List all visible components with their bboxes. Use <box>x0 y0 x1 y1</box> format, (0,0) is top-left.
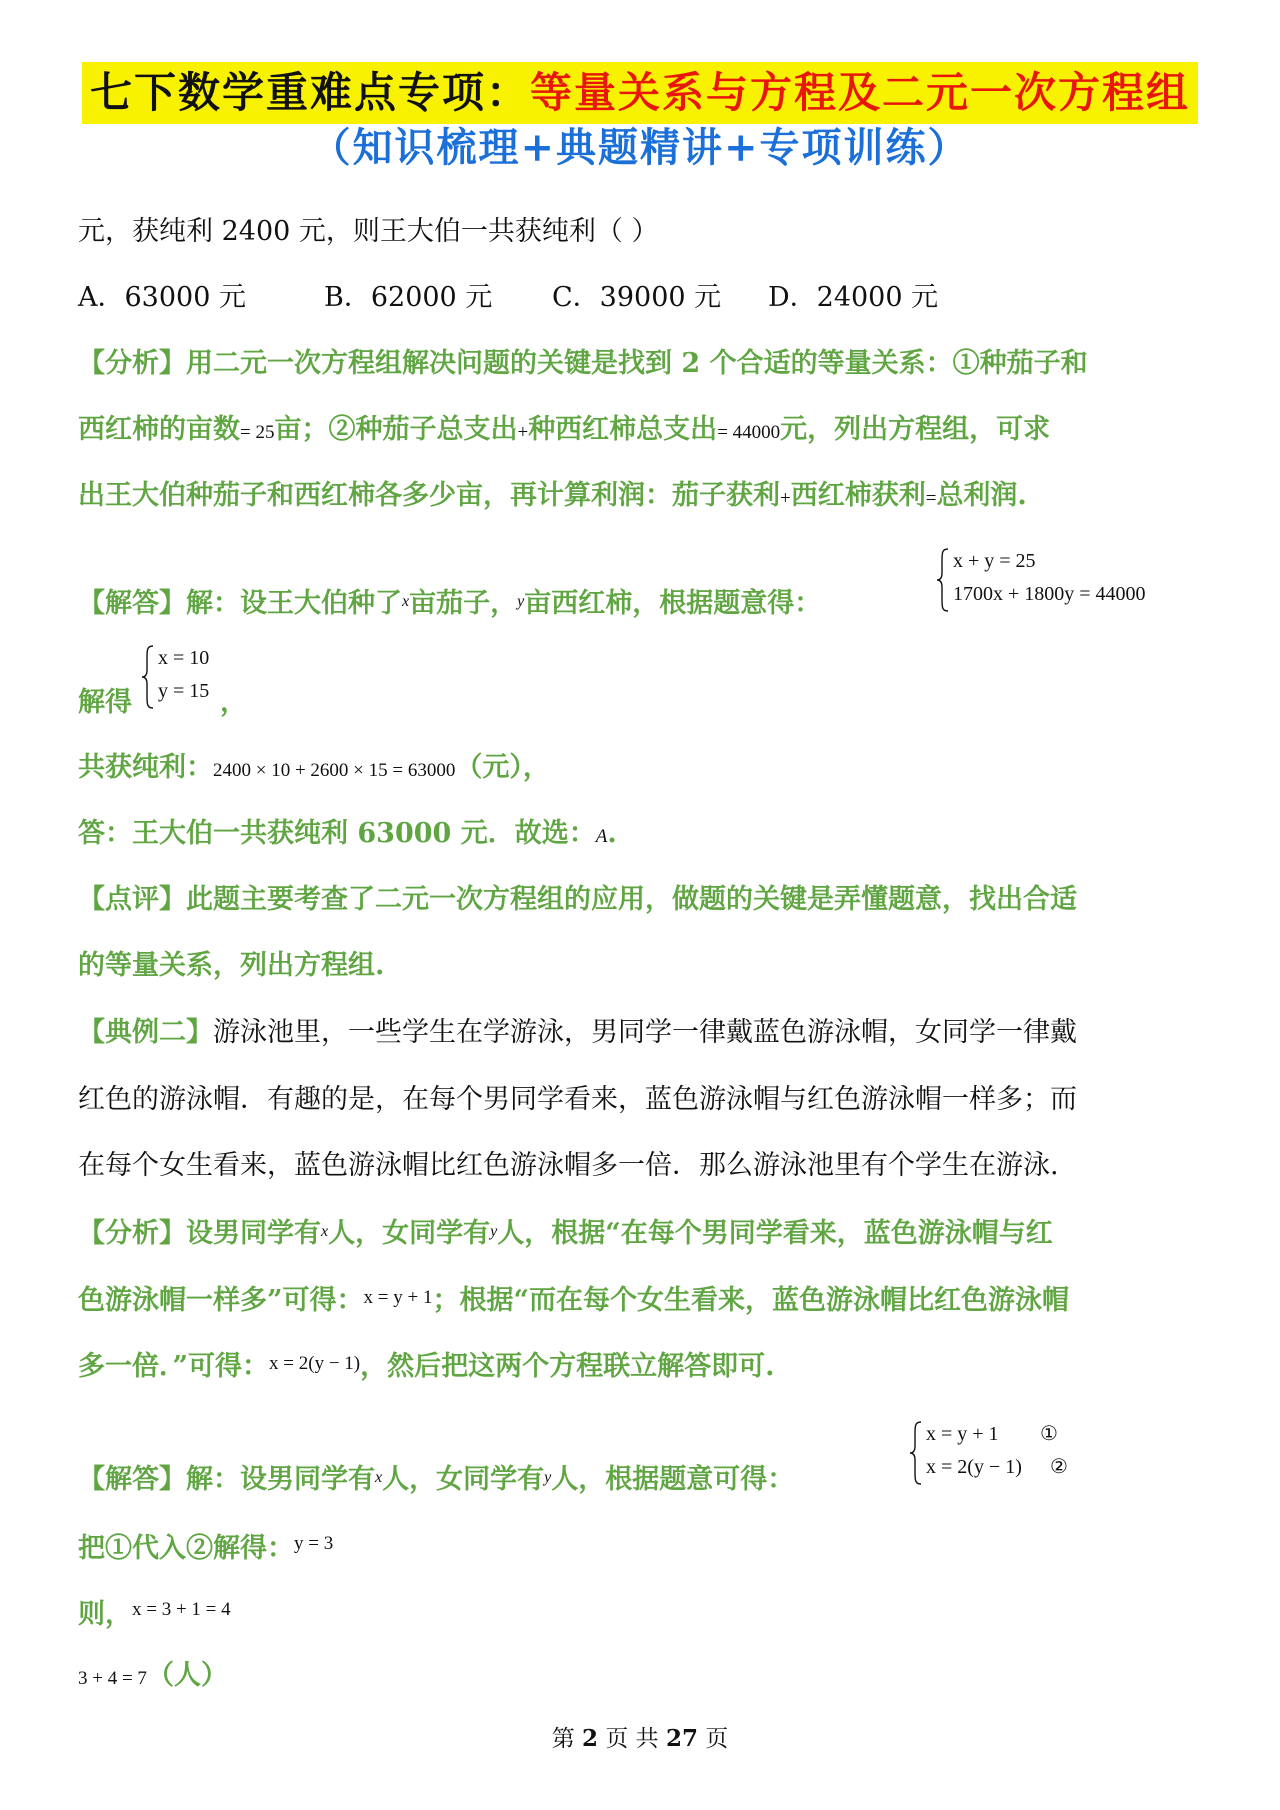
footer-text: 页 共 <box>605 1726 659 1752</box>
math-expression: + <box>517 422 529 443</box>
analysis-text: 色游泳帽一样多”可得： <box>78 1285 364 1316</box>
math-expression: = 25 <box>240 422 275 443</box>
variable-y: y <box>544 1469 552 1486</box>
total-pages: 27 <box>665 1725 698 1752</box>
analysis-tag: 【分析】 <box>78 348 186 379</box>
option-b: B．62000 元 <box>324 282 493 313</box>
analysis-text: 设男同学有 <box>186 1218 321 1249</box>
solution-y: y = 15 <box>158 680 210 702</box>
unit-text: （人） <box>146 1660 228 1691</box>
variable-y: y <box>490 1223 498 1240</box>
footer-text: 第 <box>551 1726 575 1752</box>
footer-text: 页 <box>705 1726 729 1752</box>
analysis-text: 总利润. <box>936 480 1027 511</box>
comment-1-line-2: 的等量关系，列出方程组. <box>78 950 385 981</box>
solution-text: 亩茄子， <box>409 588 518 619</box>
variable-x: x <box>375 1469 383 1486</box>
analysis-text: ；根据“而在每个女生看来，蓝色游泳帽比红色游泳帽 <box>432 1285 1069 1316</box>
equation-line-2: 1700x + 1800y = 44000 <box>953 583 1146 605</box>
profit-label: 共获纯利： <box>78 752 213 783</box>
math-expression: = 44000 <box>717 422 781 443</box>
profit-line <box>78 748 1208 791</box>
header <box>0 62 1280 124</box>
variable-y: y <box>517 593 525 610</box>
solution-tag: 【解答】 <box>78 1464 186 1495</box>
solve-label: 解得 <box>78 687 132 718</box>
analysis-text: 出王大伯种茄子和西红柿各多少亩，再计算利润：茄子获利 <box>78 480 780 511</box>
page-footer <box>0 1720 1280 1753</box>
example-2-line-2: 红色的游泳帽．有趣的是，在每个男同学看来，蓝色游泳帽与红色游泳帽一样多；而 <box>78 1084 1077 1115</box>
question-stem: 元，获纯利 2400 元，则王大伯一共获纯利（ ） <box>78 216 659 247</box>
equation-system-2 <box>908 1418 1088 1488</box>
title-prefix: 七下数学重难点专项： <box>89 68 530 117</box>
solution-text: 解：设王大伯种了 <box>186 588 402 619</box>
example-text: 游泳池里，一些学生在学游泳，男同学一律戴蓝色游泳帽，女同学一律戴 <box>213 1017 1077 1048</box>
page-number: 2 <box>582 1725 599 1752</box>
page-subtitle: （知识梳理+典题精讲+专项训练） <box>310 124 970 171</box>
analysis-1-line-1 <box>78 344 1208 384</box>
punctuation: . <box>607 818 617 849</box>
substitution-line <box>78 1524 1208 1569</box>
solution-text: 人，根据题意可得： <box>551 1464 795 1495</box>
analysis-2-line-1 <box>78 1212 1208 1254</box>
example-tag: 【典例二】 <box>78 1017 213 1048</box>
comment-1-line-1 <box>78 880 1208 920</box>
analysis-1-line-3 <box>78 476 1208 519</box>
solution-text: 亩西红柿，根据题意得： <box>524 588 822 619</box>
title-topic: 等量关系与方程及二元一次方程组 <box>530 68 1191 117</box>
example-2-line-3: 在每个女生看来，蓝色游泳帽比红色游泳帽多一倍．那么游泳池里有个学生在游泳. <box>78 1150 1059 1181</box>
math-expression: = <box>925 488 937 509</box>
option-d: D．24000 元 <box>768 282 939 313</box>
analysis-1-line-2 <box>78 410 1208 453</box>
math-expression: y = 3 <box>294 1533 334 1554</box>
left-brace-icon <box>935 547 951 613</box>
punctuation: ， <box>220 687 247 718</box>
comment-text: 此题主要考查了二元一次方程组的应用，做题的关键是弄懂题意，找出合适 <box>186 884 1077 915</box>
equation-line-1: x + y = 25 <box>953 550 1036 572</box>
option-a: A．63000 元 <box>78 282 246 313</box>
solution-x: x = 10 <box>158 647 210 669</box>
comment-tag: 【点评】 <box>78 884 186 915</box>
math-expression: 3 + 4 = 7 <box>78 1668 147 1689</box>
unit-text: （元）， <box>455 752 550 783</box>
analysis-text: 西红柿获利 <box>790 480 926 511</box>
math-expression: x = y + 1 <box>363 1287 433 1308</box>
page-title <box>82 62 1198 124</box>
option-c: C．39000 元 <box>552 282 722 313</box>
analysis-text: 亩；②种茄子总支出 <box>274 414 518 445</box>
analysis-text: 多一倍．”可得： <box>78 1351 270 1382</box>
analysis-text: 用二元一次方程组解决问题的关键是找到 2 个合适的等量关系：①种茄子和 <box>186 348 1088 379</box>
equation-line-2: x = 2(y − 1) <box>926 1456 1022 1478</box>
analysis-text: 西红柿的亩数 <box>78 414 240 445</box>
equation-number-1: ① <box>1040 1423 1058 1445</box>
math-expression: 2400 × 10 + 2600 × 15 = 63000 <box>213 760 456 781</box>
math-expression: x = 3 + 1 = 4 <box>132 1599 231 1620</box>
then-line <box>78 1590 1208 1635</box>
analysis-text: 元，列出方程组，可求 <box>780 414 1051 445</box>
then-label: 则， <box>78 1599 132 1630</box>
analysis-tag: 【分析】 <box>78 1218 186 1249</box>
answer-text: 答：王大伯一共获纯利 63000 元．故选： <box>78 818 596 849</box>
math-expression: x = 2(y − 1) <box>269 1353 361 1374</box>
substitution-label: 把①代入②解得： <box>78 1533 294 1564</box>
math-expression: + <box>780 488 791 509</box>
analysis-2-line-3 <box>78 1344 1208 1387</box>
left-brace-icon <box>908 1420 924 1486</box>
analysis-text: 人，根据“在每个男同学看来，蓝色游泳帽与红 <box>497 1218 1053 1249</box>
example-2-line-1 <box>78 1013 1208 1053</box>
analysis-text: ，然后把这两个方程联立解答即可. <box>360 1351 775 1382</box>
solution-tag: 【解答】 <box>78 588 186 619</box>
variable-x: x <box>402 593 410 610</box>
equation-system-1 <box>935 545 1195 615</box>
answer-choice: A <box>595 826 608 847</box>
equation-number-2: ② <box>1050 1456 1068 1478</box>
total-line <box>78 1656 1208 1699</box>
solution-text: 解：设男同学有 <box>186 1464 375 1495</box>
analysis-text: 人，女同学有 <box>328 1218 491 1249</box>
variable-x: x <box>321 1223 329 1240</box>
analysis-2-line-2 <box>78 1278 1208 1321</box>
equation-line-1: x = y + 1 <box>926 1423 999 1445</box>
solve-line <box>78 683 1208 723</box>
analysis-text: 种西红柿总支出 <box>528 414 718 445</box>
solution-text: 人，女同学有 <box>382 1464 545 1495</box>
answer-line <box>78 814 1208 857</box>
